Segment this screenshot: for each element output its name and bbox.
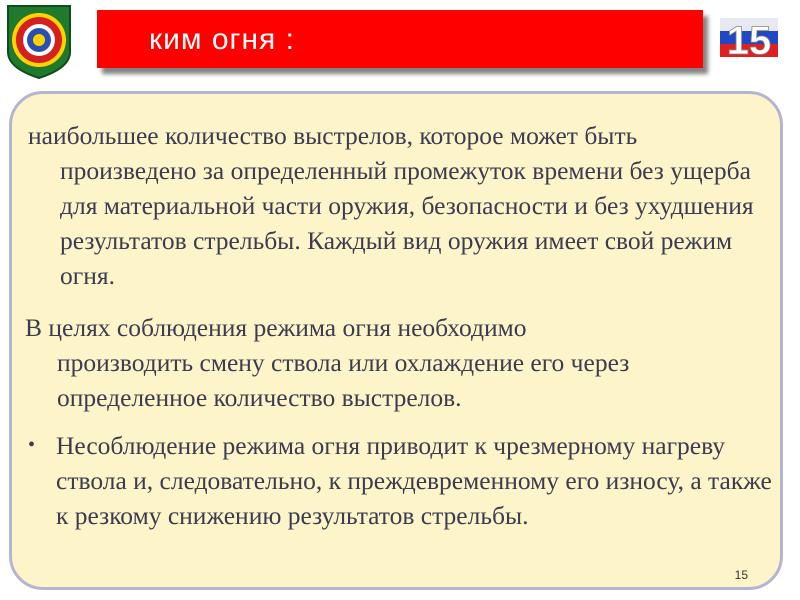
slide-number-badge — [716, 10, 782, 66]
content-box — [9, 91, 783, 590]
badge-number: 15 — [726, 19, 772, 63]
definition-continuation: произведено за определенный промежуток времени без ущерба для материальной части оружия, безопасности и без ухудшения результатов стрельбы. Каждый вид оружия имеет свой режим огня. — [60, 156, 754, 290]
emblem-logo — [2, 2, 76, 80]
bullet-item — [28, 428, 780, 533]
definition-paragraph — [28, 118, 780, 293]
bullet-icon: • — [28, 434, 36, 456]
barrel-change-paragraph — [25, 310, 780, 415]
definition-first-line: наибольшее количество выстрелов, которое может быть — [28, 121, 638, 150]
title-bar — [97, 10, 703, 68]
barrel-change-first-line: В целях соблюдения режима огня необходимо — [25, 313, 527, 342]
page-number: 15 — [734, 568, 748, 582]
barrel-change-continuation: производить смену ствола или охлаждение его через определенное количество выстрелов. — [57, 348, 630, 412]
bullet-text: Несоблюдение режима огня приводит к чрезмерному нагреву ствола и, следовательно, к преждевременному его износу, а также к резкому снижению результатов стрельбы. — [56, 431, 772, 530]
slide-title: ким огня : — [149, 23, 295, 56]
